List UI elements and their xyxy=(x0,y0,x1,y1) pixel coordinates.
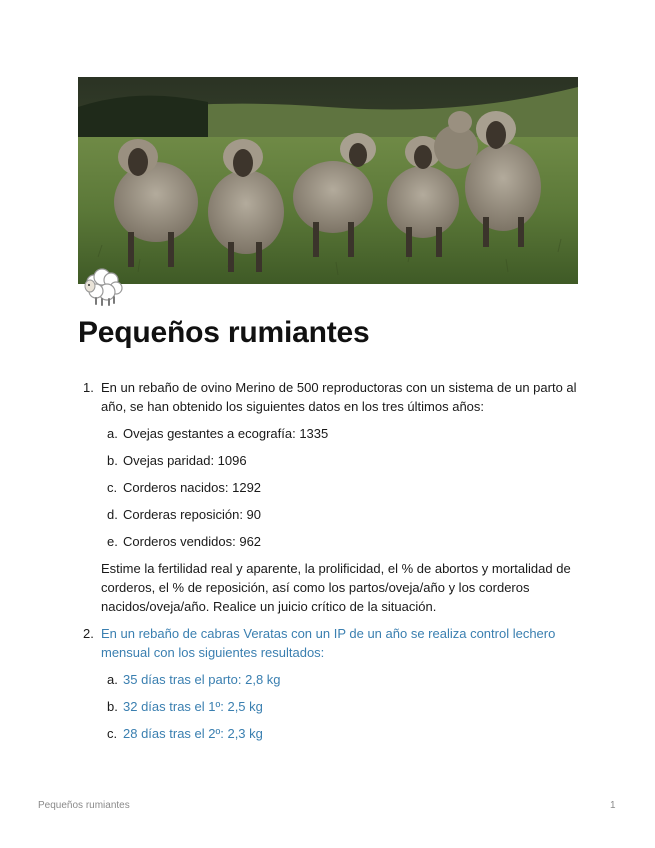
sheep-icon xyxy=(80,262,126,308)
list-item xyxy=(78,724,578,743)
item-letter: c. xyxy=(107,480,118,495)
item-letter: b. xyxy=(107,699,118,714)
list-item xyxy=(78,532,578,551)
question-1 xyxy=(78,378,578,416)
page-number: 1 xyxy=(610,800,616,811)
item-text: Corderos vendidos: 962 xyxy=(123,534,262,549)
item-text: 28 días tras el 2º: 2,3 kg xyxy=(123,726,263,741)
item-letter: a. xyxy=(107,426,118,441)
page-title: Pequeños rumiantes xyxy=(78,316,370,349)
item-text: 35 días tras el parto: 2,8 kg xyxy=(123,672,281,687)
list-item xyxy=(78,670,578,689)
item-text: Ovejas gestantes a ecografía: 1335 xyxy=(123,426,329,441)
question-list xyxy=(78,378,578,751)
list-item xyxy=(78,451,578,470)
item-letter: c. xyxy=(107,726,118,741)
item-letter: b. xyxy=(107,453,118,468)
question-closing: Estime la fertilidad real y aparente, la prolificidad, el % de abortos y mortalidad de corderos, el % de reposición, así como los partos/oveja/año y los corderos nacidos/oveja/año. Realice un juicio crítico de la situación. xyxy=(101,561,571,614)
question-number: 2. xyxy=(83,626,94,641)
item-letter: d. xyxy=(107,507,118,522)
question-2 xyxy=(78,624,578,662)
list-item xyxy=(78,424,578,443)
question-number: 1. xyxy=(83,380,94,395)
item-text: Ovejas paridad: 1096 xyxy=(123,453,247,468)
item-letter: e. xyxy=(107,534,118,549)
question-text: En un rebaño de ovino Merino de 500 reproductoras con un sistema de un parto al año, se han obtenido los siguientes datos en los tres últimos años: xyxy=(101,380,577,414)
sheep-flock-photo xyxy=(78,77,578,284)
list-item xyxy=(78,697,578,716)
list-item xyxy=(78,478,578,497)
footer-title: Pequeños rumiantes xyxy=(38,800,130,811)
question-text: En un rebaño de cabras Veratas con un IP de un año se realiza control lechero mensual con los siguientes resultados: xyxy=(101,626,556,660)
item-text: 32 días tras el 1º: 2,5 kg xyxy=(123,699,263,714)
item-text: Corderos nacidos: 1292 xyxy=(123,480,262,495)
list-item xyxy=(78,505,578,524)
item-letter: a. xyxy=(107,672,118,687)
item-text: Corderas reposición: 90 xyxy=(123,507,262,522)
